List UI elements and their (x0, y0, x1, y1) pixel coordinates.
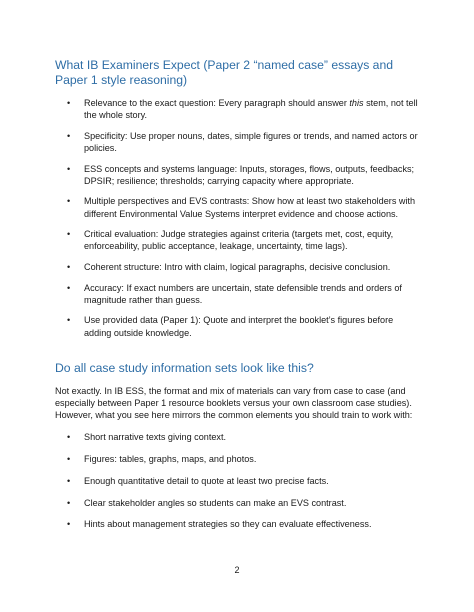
page-content (55, 58, 423, 540)
list-item: • Short narrative texts giving context. (67, 432, 227, 443)
bullet-icon: • (67, 315, 71, 326)
bullet-icon: • (67, 229, 71, 240)
bullet-icon: • (67, 475, 71, 486)
common-elements-list (55, 431, 423, 530)
list-item: • Enough quantitative detail to quote at least two precise facts. (67, 475, 329, 486)
bullet-icon: • (67, 130, 71, 141)
bullet-icon: • (67, 163, 71, 174)
bullet-icon: • (67, 432, 71, 443)
bullet-icon: • (67, 497, 71, 508)
bullet-icon: • (67, 261, 71, 272)
page-number: 2 (234, 565, 240, 575)
bullet-icon: • (67, 98, 71, 108)
bullet-icon: • (67, 454, 71, 465)
list-item: • Use provided data (Paper 1): Quote and interpret the booklet’s figures before adding outside knowledge. (67, 315, 394, 338)
section-heading-examiners-expect: What IB Examiners Expect (Paper 2 “named case” essays and Paper 1 style reasoning) (55, 58, 394, 87)
list-item: • Specificity: Use proper nouns, dates, simple figures or trends, and named actors or policies. (67, 130, 418, 153)
list-item: • Coherent structure: Intro with claim, logical paragraphs, decisive conclusion. (67, 261, 391, 272)
list-item: • Figures: tables, graphs, maps, and photos. (67, 454, 257, 465)
body-paragraph: Not exactly. In IB ESS, the format and mix of materials can vary from case to case (and especially between Paper 1 resource booklets versus your own classroom case studies). However, what you see here mirrors the common elements you should train to work with: (55, 385, 413, 421)
list-item: • Relevance to the exact question: Every paragraph should answer this stem, not tell the whole story. (67, 98, 418, 121)
list-item: • Multiple perspectives and EVS contrasts: Show how at least two stakeholders with different Environmental Value Systems interpret evidence and choose actions. (67, 196, 416, 219)
bullet-icon: • (67, 196, 71, 207)
list-item: • Hints about management strategies so they can evaluate effectiveness. (67, 519, 372, 530)
list-item: • ESS concepts and systems language: Inputs, storages, flows, outputs, feedbacks; DPSIR; resilience; thresholds; carrying capacity where appropriate. (67, 163, 415, 186)
list-item: • Clear stakeholder angles so students can make an EVS contrast. (67, 497, 347, 508)
examiner-expectations-list (55, 97, 423, 339)
list-item: • Accuracy: If exact numbers are uncertain, state defensible trends and orders of magnitude rather than guess. (67, 282, 402, 305)
bullet-icon: • (67, 519, 71, 530)
bullet-icon: • (67, 282, 71, 293)
section-heading-case-study-sets: Do all case study information sets look like this? (55, 360, 314, 375)
list-item: • Critical evaluation: Judge strategies against criteria (targets met, cost, equity, enforceability, public acceptance, leakage, uncertainty, time lags). (67, 229, 394, 252)
